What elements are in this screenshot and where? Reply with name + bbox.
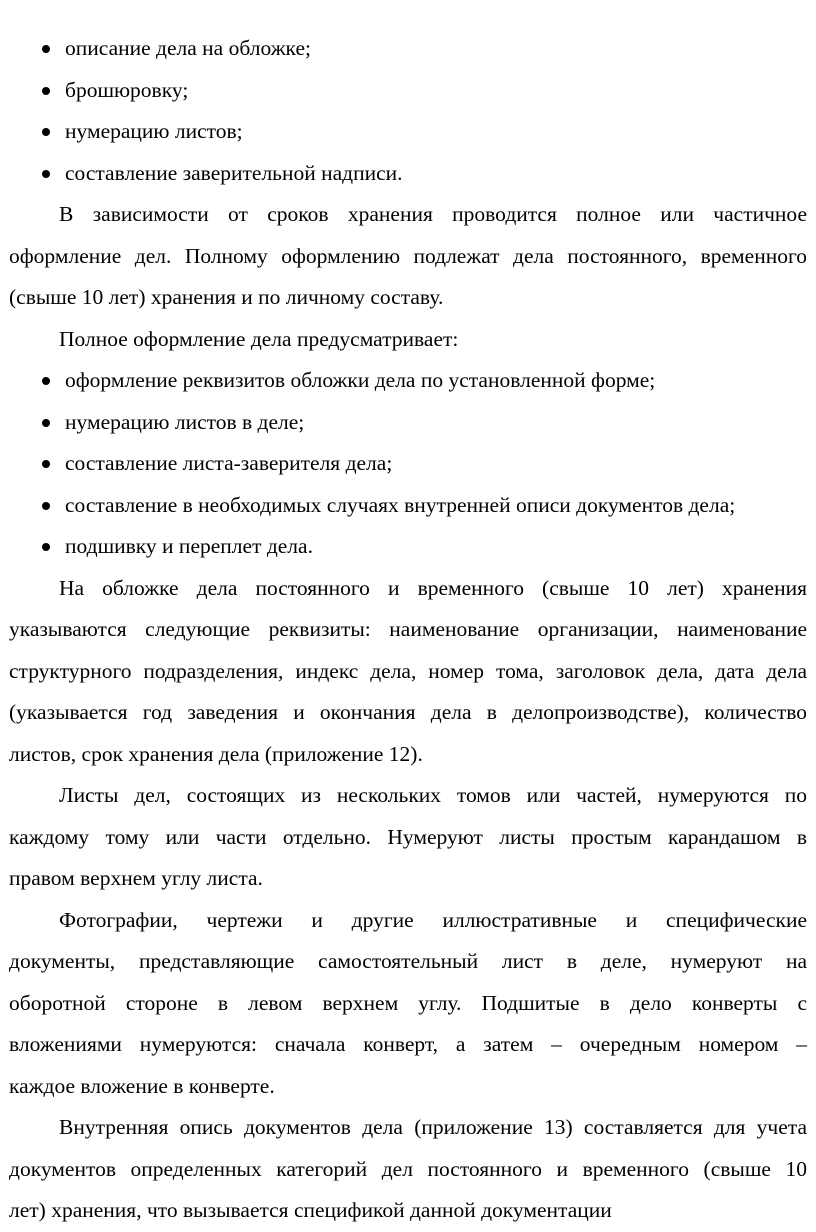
bullet-item: нумерацию листов; — [9, 111, 807, 153]
paragraph-line: оформление дел. Полному оформлению подлежат дела постоянного, временного — [9, 243, 807, 268]
paragraph-line: указываются следующие реквизиты: наименование организации, наименование — [9, 617, 807, 641]
paragraph-line: Внутренняя опись документов дела (приложение 13) составляется для учета — [59, 1115, 807, 1139]
paragraph-line: структурного подразделения, индекс дела, номер тома, заголовок дела, дата дела — [9, 658, 807, 683]
paragraph-line: правом верхнем углу листа. — [9, 866, 263, 890]
bullet-item: подшивку и переплет дела. — [9, 526, 807, 568]
paragraph-line: лет) хранения, что вызывается спецификой данной документации — [9, 1198, 612, 1222]
bullet-item: составление в необходимых случаях внутренней описи документов дела; — [9, 485, 807, 527]
paragraph-line: вложениями нумеруются: сначала конверт, а затем – очередным номером – — [9, 1032, 807, 1056]
paragraph-line: (указывается год заведения и окончания дела в делопроизводстве), количество — [9, 700, 807, 724]
paragraph-line: оборотной стороне в левом верхнем углу. Подшитые в дело конверты с — [9, 990, 807, 1015]
paragraph-line: документов определенных категорий дел постоянного и временного (свыше 10 — [9, 1156, 807, 1181]
paragraph-line: каждое вложение в конверте. — [9, 1073, 275, 1098]
bullet-item: описание дела на обложке; — [9, 28, 807, 70]
bullet-item: нумерацию листов в деле; — [9, 402, 807, 444]
bullet-item: составление листа-заверителя дела; — [9, 443, 807, 485]
paragraph-line: каждому тому или части отдельно. Нумеруют листы простым карандашом в — [9, 824, 807, 849]
paragraph-line: листов, срок хранения дела (приложение 12). — [9, 741, 423, 766]
paragraph-line: В зависимости от сроков хранения проводится полное или частичное — [59, 202, 807, 226]
bullet-item: составление заверительной надписи. — [9, 153, 807, 195]
paragraph-line: документы, представляющие самостоятельный лист в деле, нумеруют на — [9, 949, 807, 973]
paragraph-line: Фотографии, чертежи и другие иллюстративные и специфические — [59, 907, 807, 932]
bullet-item: оформление реквизитов обложки дела по установленной форме; — [9, 360, 807, 402]
paragraph-line: (свыше 10 лет) хранения и по личному составу. — [9, 285, 444, 309]
paragraph-line: Листы дел, состоящих из нескольких томов или частей, нумеруются по — [59, 783, 807, 807]
bullet-item: брошюровку; — [9, 70, 807, 112]
paragraph-line: Полное оформление дела предусматривает: — [59, 326, 459, 351]
paragraph-line: На обложке дела постоянного и временного (свыше 10 лет) хранения — [59, 575, 807, 600]
